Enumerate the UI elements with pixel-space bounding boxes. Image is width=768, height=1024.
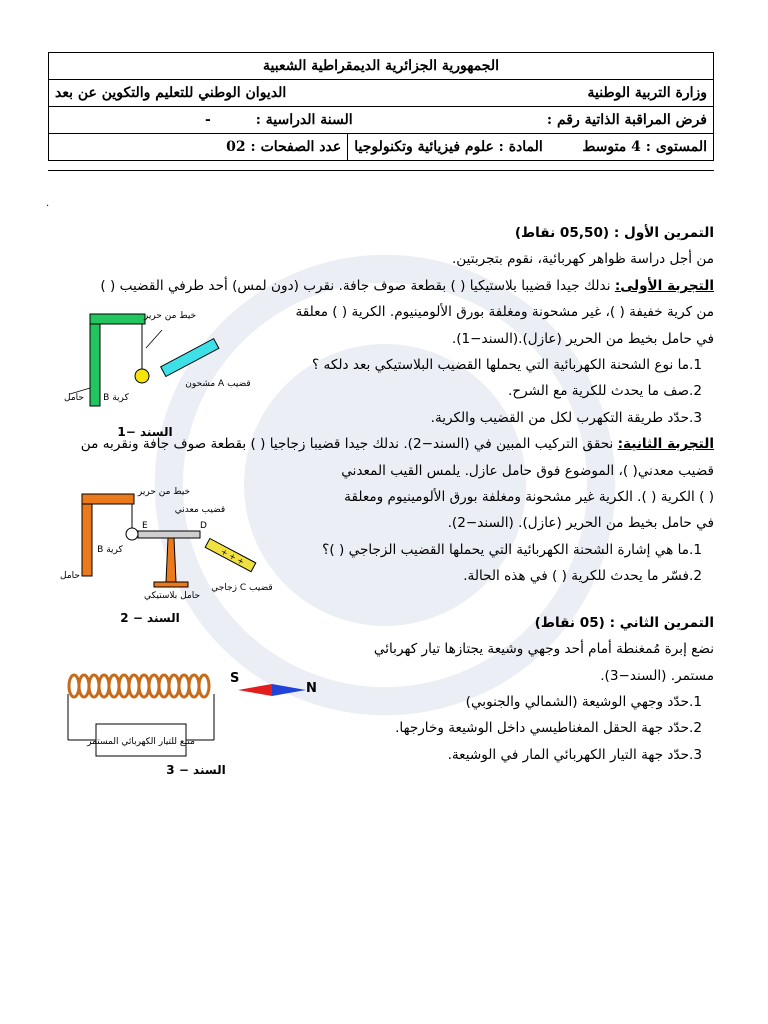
figure-3	[60, 664, 340, 784]
exercise1-title: التمرين الأول : (05,50 نقاط)	[514, 225, 714, 241]
fig1-rod-label: قضيب A مشحون	[185, 379, 251, 389]
exp1-q1: 1.ما نوع الشحنة الكهربائية التي يحملها القضيب البلاستيكي بعد دلكه ؟	[312, 357, 702, 374]
republic-title: الجمهورية الجزائرية الديمقراطية الشعبية	[49, 53, 714, 80]
exercise2-q3: 3.حدّد جهة التيار الكهربائي المار في الوشيعة.	[447, 746, 702, 763]
exp2-line2: قضيب معدني( )، الموضوع فوق حامل عازل. يلمس القيب المعدني	[341, 462, 714, 479]
coil	[69, 675, 209, 697]
plastic-stand-base	[154, 582, 188, 587]
exp2-label: التجربة الثانية:	[617, 436, 714, 453]
exercise2-q1: 1.حدّد وجهي الوشيعة (الشمالي والجنوبي)	[465, 693, 702, 710]
fig3-n-label: N	[306, 681, 317, 696]
exercise2-q2: 2.حدّد جهة الحقل المغناطيسي داخل الوشيعة وخارجها.	[395, 720, 702, 737]
fig1-ball-label: كرية B	[103, 393, 129, 403]
header-bottom-rule	[48, 170, 714, 171]
header-table	[48, 52, 714, 161]
fig2-metal-rod-label: قضيب معدني	[174, 505, 226, 515]
rod-a	[161, 339, 219, 377]
ball-b-2	[126, 528, 138, 540]
ministry-name: وزارة التربية الوطنية	[587, 85, 707, 101]
stand-vertical	[90, 314, 100, 406]
metal-rod	[138, 531, 200, 538]
exp2-q2: 2.فسّر ما يحدث للكرية ( ) في هذه الحالة.	[463, 568, 702, 585]
exp1-label: التجربة الأولى:	[614, 277, 714, 294]
fig3-caption: السند − 3	[166, 763, 226, 777]
exp1-line3: في حامل بخيط من الحرير (عازل).(السند−1).	[451, 330, 714, 347]
plastic-stand	[166, 538, 176, 582]
year-label: السنة الدراسية :	[255, 112, 353, 128]
figure-2	[60, 486, 300, 626]
exp2-line3: ( ) الكرية ( ). الكرية غير مشحونة ومغلفة بورق الألومينيوم ومعلقة	[344, 489, 714, 506]
exercise2-title: التمرين الثاني : (05 نقاط)	[534, 614, 714, 631]
exp2-line4: في حامل بخيط من الحرير (عازل). (السند−2).	[447, 515, 714, 532]
pages-label: عدد الصفحات : 02	[49, 134, 348, 161]
year-value: -	[205, 112, 211, 128]
year-field	[55, 112, 353, 128]
pointer-thread	[146, 330, 162, 348]
fig2-e-label: E	[142, 521, 148, 531]
fig2-thread-label: خيط من حرير	[137, 487, 191, 497]
fig2-glass-rod-label: قضيب C زجاجي	[211, 583, 273, 593]
exercise2-line1: نضع إبرة مُمغنطة أمام أحد وجهي وشيعة يجتازها تيار كهربائي	[373, 641, 714, 658]
dot-mark: .	[46, 198, 50, 209]
fig1-thread-label: خيط من حرير	[143, 311, 197, 321]
exp1-q2: 2.صف ما يحدث للكرية مع الشرح.	[508, 383, 702, 400]
fig1-stand-label: حامل	[64, 393, 84, 403]
exp1-text1: ندلك جيدا قضيبا بلاستيكيا ( ) بقطعة صوف جافة. نقرب (دون لمس) أحد طرفي القضيب ( )	[100, 277, 611, 294]
needle-north	[272, 684, 306, 696]
exp1-line1	[48, 273, 714, 299]
fig1-caption: السند −1	[117, 425, 173, 439]
exp1-line2: من كرية خفيفة ( )، غير مشحونة ومغلفة بورق الألومينيوم. الكرية ( ) معلقة	[295, 304, 714, 321]
fig3-source-label: منبع للتيار الكهربائي المستمر	[87, 737, 195, 747]
svg-text:+ + +: + + +	[219, 546, 246, 567]
subject-label: المادة : علوم فيزيائية وتكنولوجيا	[354, 139, 543, 155]
office-name: الديوان الوطني للتعليم والتكوين عن بعد	[55, 85, 287, 101]
exp1-q3: 3.حدّد طريقة التكهرب لكل من القضيب والكرية.	[430, 409, 702, 426]
stand2-vertical	[82, 494, 92, 576]
ball-b	[135, 369, 149, 383]
fig3-s-label: S	[230, 671, 240, 686]
fig2-d-label: D	[200, 521, 207, 531]
figure-1	[60, 308, 300, 448]
level-label: المستوى : 4 متوسط	[582, 139, 707, 155]
exercise1-intro: من أجل دراسة ظواهر كهربائية، نقوم بتجربتين.	[451, 251, 714, 268]
fig2-stand-label: حامل	[60, 571, 80, 581]
exercise2-line2: مستمر. (السند−3).	[600, 667, 714, 684]
fig2-plastic-stand-label: حامل بلاستيكي	[143, 591, 201, 601]
fig2-caption: السند − 2	[120, 611, 180, 625]
stand2-horizontal	[82, 494, 134, 504]
test-label: فرض المراقبة الذاتية رقم :	[546, 112, 707, 128]
needle-south	[238, 684, 272, 696]
glass-rod-c	[205, 538, 256, 571]
exp2-text1: نحقق التركيب المبين في (السند−2). ندلك جيدا قضيبا زجاجيا ( ) بقطعة صوف جافة ونقربه من	[80, 436, 614, 453]
exp2-q1: 1.ما هي إشارة الشحنة الكهربائية التي يحملها القضيب الزجاجي ( )؟	[322, 541, 702, 558]
fig2-ball-label: كرية B	[97, 545, 123, 555]
stand-horizontal	[90, 314, 145, 324]
